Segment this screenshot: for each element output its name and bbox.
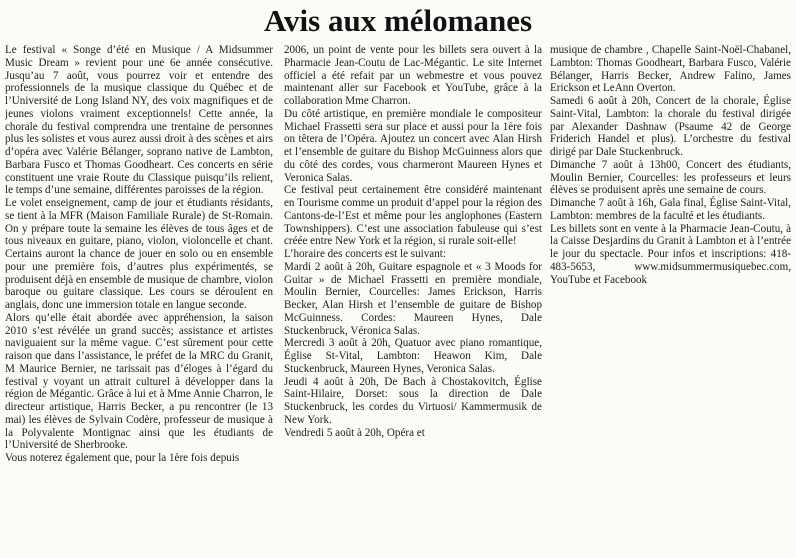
paragraph: Vous noterez également que, pour la 1ère fois depuis	[5, 452, 240, 464]
paragraph: Le volet enseignement, camp de jour et étudiants résidants, se tient à la MFR (Maison Familiale Rurale) de St-Romain. On y prépare toute la semaine les élèves de tous âges et de tous niveaux en guitare, piano, violon, violoncelle et chant. Certains auront la chance de jouer en solo ou en ensemble pour une première fois, d’autres plus expérimentés, se produisent déjà en ensemble de musique de chambre, violon baroque ou guitare classique. Les cours se déroulent en anglais, donc une immersion totale en langue seconde.	[5, 197, 273, 311]
paragraph: Le festival « Songe d’été en Musique / A Midsummer Music Dream » revient pour une 6e année consécutive. Jusqu’au 7 août, vous pourrez voir et entendre des professionnels de la musique classique du Québec et de l’Université de Long Island NY, des voix magnifiques et de jeunes violons vraiment exceptionnels! Cette année, la chorale du festival comprendra une trentaine de personnes plus les solistes et vous aurez aussi droit à des scènes et airs d’opéra avec Valérie Bélanger, soprano native de Lambton, Barbara Fusco et Thomas Goodheart. Ces concerts en série constituent une vraie Route du Classique puisqu’ils relient, le temps d’une semaine, différentes paroisses de la région.	[5, 44, 273, 197]
paragraph: Ce festival peut certainement être considéré maintenant en Tourisme comme un produit d’appel pour la région des Cantons-de-l’Est et même pour les anglophones (Eastern Townshippers). C’est une association fabuleuse qui s’est créée entre New York et la région, si rurale soit-elle!	[284, 184, 542, 248]
concert-listing: Mercredi 3 août à 20h, Quatuor avec piano romantique, Église St-Vital, Lambton: Heawon Kim, Dale Stuckenbruck, Maureen Hynes, Veronica Salas.	[284, 337, 542, 375]
column-3	[550, 44, 791, 558]
concert-listing: musique de chambre , Chapelle Saint-Noël-Chabanel, Lambton: Thomas Goodheart, Barbara Fusco, Valérie Bélanger, Harris Becker, Andrew Falino, James Erickson et LeAnn Overton.	[550, 44, 791, 95]
concert-listing: Vendredi 5 août à 20h, Opéra et	[284, 426, 425, 439]
concert-listing: Dimanche 7 août à 16h, Gala final, Église Saint-Vital, Lambton: membres de la faculté et les étudiants.	[550, 197, 791, 222]
concert-listing: Samedi 6 août à 20h, Concert de la chorale, Église Saint-Vital, Lambton: la chorale du festival dirigée par Alexander Dashnaw (Psaume 42 de George Friderich Handel et plus). L’orchestre du festival dirigé par Dale Stuckenbruck.	[550, 95, 791, 158]
column-1	[5, 44, 273, 558]
paragraph: L’horaire des concerts est le suivant:	[284, 248, 446, 260]
concert-listing: Jeudi 4 août à 20h, De Bach à Chostakovitch, Église Saint-Hilaire, Dorset: sous la direction de Dale Stuckenbruck, les cordes du Virtuosi/ Kammermusik de New York.	[284, 375, 542, 426]
concert-listing: Dimanche 7 août à 13h00, Concert des étudiants, Moulin Bernier, Courcelles: les professeurs et leurs élèves se produisent après une semaine de cours.	[550, 158, 791, 197]
column-2	[284, 44, 542, 558]
article-title: Avis aux mélomanes	[263, 3, 533, 38]
concert-listing: Mardi 2 août à 20h, Guitare espagnole et « 3 Moods for Guitar » de Michael Frassetti en première mondiale, Moulin Bernier, Courcelles: James Erickson, Harris Becker, Alan Hirsh et l’ensemble de guitare de Bishop McGuinness. Cordes: Maureen Hynes, Dale Stuckenbruck, Véronica Salas.	[284, 260, 542, 337]
paragraph: Alors qu’elle était abordée avec appréhension, la saison 2010 s’est révélée un grand succès; assistance et artistes naviguaient sur la même vague. C’est sûrement pour cette raison que dans l’assistance, le préfet de la MRC du Granit, M Maurice Bernier, ne tarissait pas d’éloges à l’égard du festival y voyant un attrait culturel à développer dans la région de Mégantic. Grâce à lui et à Mme Annie Charron, le directeur artistique, Harris Becker, a pu rencontrer (le 13 mai) les élèves de Sylvain Codère, professeur de musique à la Polyvalente Montignac ainsi que les étudiants de l’Université de Sherbrooke.	[5, 311, 273, 452]
paragraph: Du côté artistique, en première mondiale le compositeur Michael Frassetti sera sur place et aussi pour la 1ère fois on têtera de l’Opéra. Ajoutez un concert avec Alan Hirsh et l’ensemble de guitare du Bishop McGuinness alors que du côté des cordes, vous charmeront Maureen Hynes et Veronica Salas.	[284, 107, 542, 184]
paragraph: 2006, un point de vente pour les billets sera ouvert à la Pharmacie Jean-Coutu de Lac-Mégantic. Le site Internet officiel a été refait par un webmestre et vous pouvez maintenant aller sur Facebook et YouTube, grâce à la collaboration Mme Charron.	[284, 44, 542, 107]
ticket-info: Les billets sont en vente à la Pharmacie Jean-Coutu, à la Caisse Desjardins du Granit à Lambton et à l’entrée le jour du spectacle. Pour infos et inscriptions: 418-483-5653, www.midsummermusiquebec.com, YouTube et Facebook	[550, 222, 791, 286]
